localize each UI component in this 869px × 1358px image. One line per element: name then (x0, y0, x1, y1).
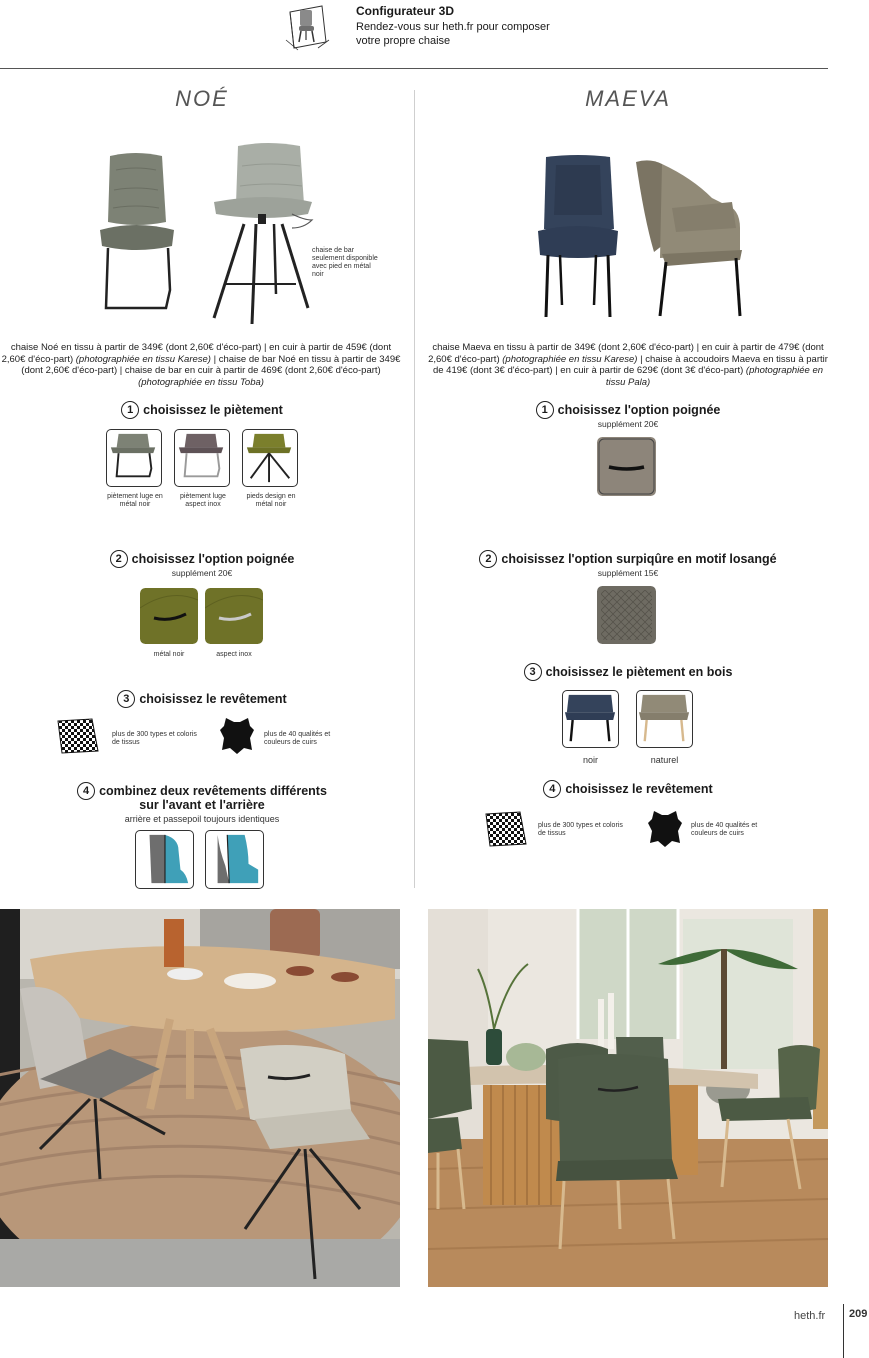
noe-combo-option-1[interactable] (135, 830, 194, 889)
maeva-armchair-image (632, 158, 746, 320)
noe-step-1: 1 choisissez le piètement (52, 401, 352, 419)
noe-base-label-1: piètement luge en métal noir (107, 493, 163, 508)
noe-caption: chaise Noé en tissu à partir de 349€ (dont 2,60€ d'éco-part) | en cuir à partir de 459€ (dont 2,60€ d'éco-part) (photographiée en tissu Karese) | chaise de bar Noé en tissu à partir de 349€ (dont 2,60€ d'éco-part) | chaise de bar en cuir à partir de 469€ (dont 2,60€ d'éco-part) (photographiée en tissu Toba) (1, 342, 401, 388)
maeva-chair-image (536, 155, 620, 320)
noe-ambiance-photo (0, 909, 400, 1287)
top-divider (0, 68, 828, 69)
noe-base-label-2: piètement luge aspect inox (180, 493, 226, 508)
maeva-legs-label-1: noir (582, 755, 598, 765)
noe-handle-option-steel[interactable] (205, 588, 263, 644)
noe-base-option-luge-steel[interactable] (174, 429, 230, 487)
footer-url: heth.fr (794, 1310, 826, 1322)
noe-step-3: 3 choisissez le revêtement (52, 690, 352, 708)
maeva-leather-text: plus de 40 qualités et couleurs de cuirs (691, 822, 758, 837)
maeva-stitch-option[interactable] (597, 586, 656, 644)
noe-base-label-3: pieds design en métal noir (246, 493, 296, 508)
configurator-3d-icon (284, 2, 330, 52)
maeva-fabric-text: plus de 300 types et coloris de tissus (538, 822, 623, 837)
maeva-caption: chaise Maeva en tissu à partir de 349€ (dont 2,60€ d'éco-part) | en cuir à partir de 479€ (dont 2,60€ d'éco-part) (photographiée en tissu Karese) | chaise à accoudoirs Maeva en tissu à partir de 419€ (dont 3€ d'éco-part) | en cuir à partir de 629€ (dont 3€ d'éco-part) (photographiée en tissu Pala) (428, 342, 828, 388)
noe-base-option-design-legs[interactable] (242, 429, 298, 487)
configurator-title: Configurateur 3D (356, 4, 455, 18)
maeva-step-1-sub: supplément 20€ (597, 419, 659, 429)
maeva-step-2: 2 choisissez l'option surpiqûre en motif losangé (428, 550, 828, 568)
noe-bar-note: chaise de bar seulement disponible avec pied en métal noir (312, 247, 378, 278)
fabric-icon (484, 810, 528, 848)
maeva-step-1: 1 choisissez l'option poignée (478, 401, 778, 419)
noe-fabric-text: plus de 300 types et coloris de tissus (112, 731, 197, 746)
maeva-legs-option-natural[interactable] (636, 690, 693, 748)
noe-combo-option-2[interactable] (205, 830, 264, 889)
noe-base-option-luge-black[interactable] (106, 429, 162, 487)
noe-chair-image (96, 150, 178, 315)
leather-icon (218, 716, 256, 756)
noe-step-4-line2: sur l'avant et l'arrière (139, 798, 265, 812)
noe-handle-label-2: aspect inox (216, 651, 252, 658)
noe-step-4-sub: arrière et passepoil toujours identiques (124, 814, 280, 824)
noe-handle-label-1: métal noir (153, 651, 185, 658)
noe-step-2-sub: supplément 20€ (171, 568, 233, 578)
fabric-icon (56, 717, 100, 755)
footer-divider (843, 1304, 844, 1358)
maeva-handle-option[interactable] (597, 437, 656, 496)
maeva-legs-option-black[interactable] (562, 690, 619, 748)
maeva-title: MAEVA (585, 86, 671, 111)
leather-icon (646, 809, 684, 849)
noe-handle-option-black[interactable] (140, 588, 198, 644)
maeva-step-2-sub: supplément 15€ (597, 568, 659, 578)
maeva-step-4: 4 choisissez le revêtement (478, 780, 778, 798)
noe-step-4: 4 combinez deux revêtements différents (24, 782, 380, 800)
column-divider (414, 90, 415, 888)
noe-leather-text: plus de 40 qualités et couleurs de cuirs (264, 731, 331, 746)
configurator-text: Rendez-vous sur heth.fr pour composer votre propre chaise (356, 21, 550, 47)
noe-step-2: 2 choisissez l'option poignée (52, 550, 352, 568)
noe-bar-chair-image (208, 142, 318, 327)
maeva-legs-label-2: naturel (650, 755, 679, 765)
noe-title: NOÉ (175, 86, 229, 111)
maeva-ambiance-photo (428, 909, 828, 1287)
page-number: 209 (849, 1308, 868, 1320)
maeva-step-3: 3 choisissez le piètement en bois (478, 663, 778, 681)
